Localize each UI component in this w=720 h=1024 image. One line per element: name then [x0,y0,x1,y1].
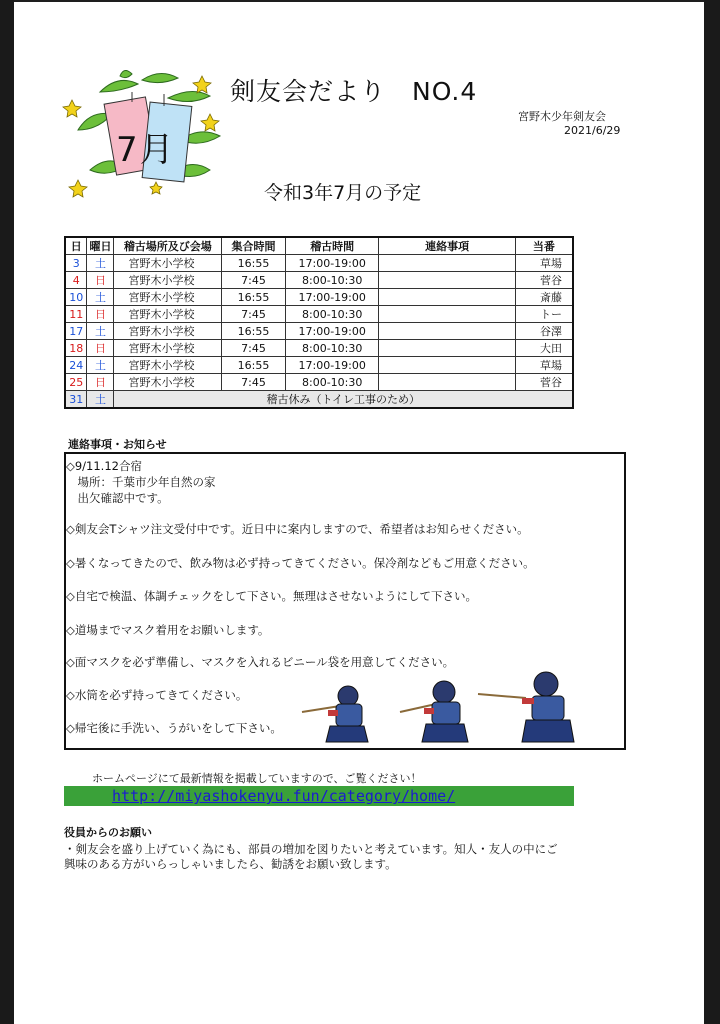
place-cell: 宮野木小学校 [114,374,222,391]
day-cell: 31 [65,391,87,409]
notes-cell [379,289,515,306]
day-cell: 3 [65,255,87,272]
practice-time-cell: 17:00-19:00 [285,323,379,340]
practice-time-cell: 17:00-19:00 [285,255,379,272]
gather-time-cell: 16:55 [222,255,286,272]
gather-time-cell: 7:45 [222,374,286,391]
duty-cell: 草場 [515,255,573,272]
place-cell: 宮野木小学校 [114,306,222,323]
place-cell: 宮野木小学校 [114,340,222,357]
col-place: 稽古場所及び会場 [114,237,222,255]
place-cell: 宮野木小学校 [114,357,222,374]
practice-time-cell: 17:00-19:00 [285,357,379,374]
schedule-row [65,289,573,306]
request-body: ・剣友会を盛り上げていく為にも、部員の増加を図りたいと考えています。知人・友人の中にご興味のある方がいらっしゃいましたら、勧誘をお願い致します。 [64,842,558,871]
notes-cell [379,306,515,323]
issue-date: 2021/6/29 [564,124,621,137]
notice-line: ◇道場までマスク着用をお願いします。 [66,623,270,637]
request-heading: 役員からのお願い [64,826,152,839]
schedule-table [64,236,574,409]
kendo-figure-1 [300,682,380,746]
notice-line: ◇水筒を必ず持ってきてください。 [66,688,248,702]
notice-line: ◇帰宅後に手洗い、うがいをして下さい。 [66,721,282,735]
place-cell: 宮野木小学校 [114,272,222,289]
col-notes: 連絡事項 [379,237,515,255]
day-cell: 10 [65,289,87,306]
day-cell: 25 [65,374,87,391]
notice-line: ◇9/11.12合宿 [66,459,142,473]
practice-time-cell: 8:00-10:30 [285,340,379,357]
schedule-row [65,272,573,289]
schedule-subtitle: 令和3年7月の予定 [264,182,422,204]
schedule-header-row [65,237,573,255]
weekday-cell: 日 [87,340,114,357]
weekday-cell: 日 [87,306,114,323]
gather-time-cell: 7:45 [222,306,286,323]
left-gutter [0,0,14,1024]
gather-time-cell: 16:55 [222,323,286,340]
col-gather-time: 集合時間 [222,237,286,255]
schedule-row-holiday [65,391,573,409]
notes-cell [379,357,515,374]
weekday-cell: 土 [87,255,114,272]
notes-cell [379,340,515,357]
col-weekday: 曜日 [87,237,114,255]
month-badge: 7月 [116,130,176,170]
duty-cell: 草場 [515,357,573,374]
gather-time-cell: 7:45 [222,272,286,289]
col-practice-time: 稽古時間 [285,237,379,255]
weekday-cell: 日 [87,374,114,391]
duty-cell: 谷澤 [515,323,573,340]
weekday-cell: 土 [87,391,114,409]
practice-time-cell: 17:00-19:00 [285,289,379,306]
day-cell: 4 [65,272,87,289]
weekday-cell: 土 [87,289,114,306]
day-cell: 17 [65,323,87,340]
homepage-notice: ホームページにて最新情報を掲載していますので、ご覧ください！ [92,772,422,785]
schedule-row [65,255,573,272]
holiday-note-cell: 稽古休み（トイレ工事のため） [114,391,573,409]
notices-heading: 連絡事項・お知らせ [68,438,167,451]
kendo-figure-3 [476,668,586,746]
practice-time-cell: 8:00-10:30 [285,374,379,391]
place-cell: 宮野木小学校 [114,323,222,340]
day-cell: 11 [65,306,87,323]
notes-cell [379,272,515,289]
weekday-cell: 土 [87,357,114,374]
notice-line: 場所：千葉市少年自然の家 [66,475,216,489]
gather-time-cell: 7:45 [222,340,286,357]
duty-cell: 斎藤 [515,289,573,306]
duty-cell: 大田 [515,340,573,357]
notice-line: ◇自宅で検温、体調チェックをして下さい。無理はさせないようにして下さい。 [66,589,477,603]
notes-cell [379,255,515,272]
notice-line: ◇面マスクを必ず準備し、マスクを入れるビニール袋を用意してください。 [66,655,455,669]
homepage-link[interactable]: http://miyashokenyu.fun/category/home/ [112,787,456,805]
place-cell: 宮野木小学校 [114,255,222,272]
kendo-figure-2 [398,676,478,746]
organization-name: 宮野木少年剣友会 [518,110,606,123]
duty-cell: トー [515,306,573,323]
duty-cell: 菅谷 [515,272,573,289]
notice-line: ◇暑くなってきたので、飲み物は必ず持ってきてください。保冷剤などもご用意ください。 [66,556,535,570]
schedule-body [65,255,573,409]
schedule-row [65,306,573,323]
notice-line: 出欠確認中です。 [66,491,169,505]
place-cell: 宮野木小学校 [114,289,222,306]
schedule-row [65,340,573,357]
schedule-row [65,374,573,391]
weekday-cell: 日 [87,272,114,289]
gather-time-cell: 16:55 [222,357,286,374]
notes-cell [379,323,515,340]
right-scrollbar-area [704,0,720,1024]
notice-line: ◇剣友会Tシャツ注文受付中です。近日中に案内しますので、希望者はお知らせください。 [66,522,529,536]
duty-cell: 菅谷 [515,374,573,391]
day-cell: 18 [65,340,87,357]
col-duty: 当番 [515,237,573,255]
schedule-row [65,323,573,340]
practice-time-cell: 8:00-10:30 [285,272,379,289]
weekday-cell: 土 [87,323,114,340]
newsletter-title: 剣友会だより NO.4 [230,77,478,106]
practice-time-cell: 8:00-10:30 [285,306,379,323]
col-day: 日 [65,237,87,255]
day-cell: 24 [65,357,87,374]
notes-cell [379,374,515,391]
gather-time-cell: 16:55 [222,289,286,306]
schedule-row [65,357,573,374]
